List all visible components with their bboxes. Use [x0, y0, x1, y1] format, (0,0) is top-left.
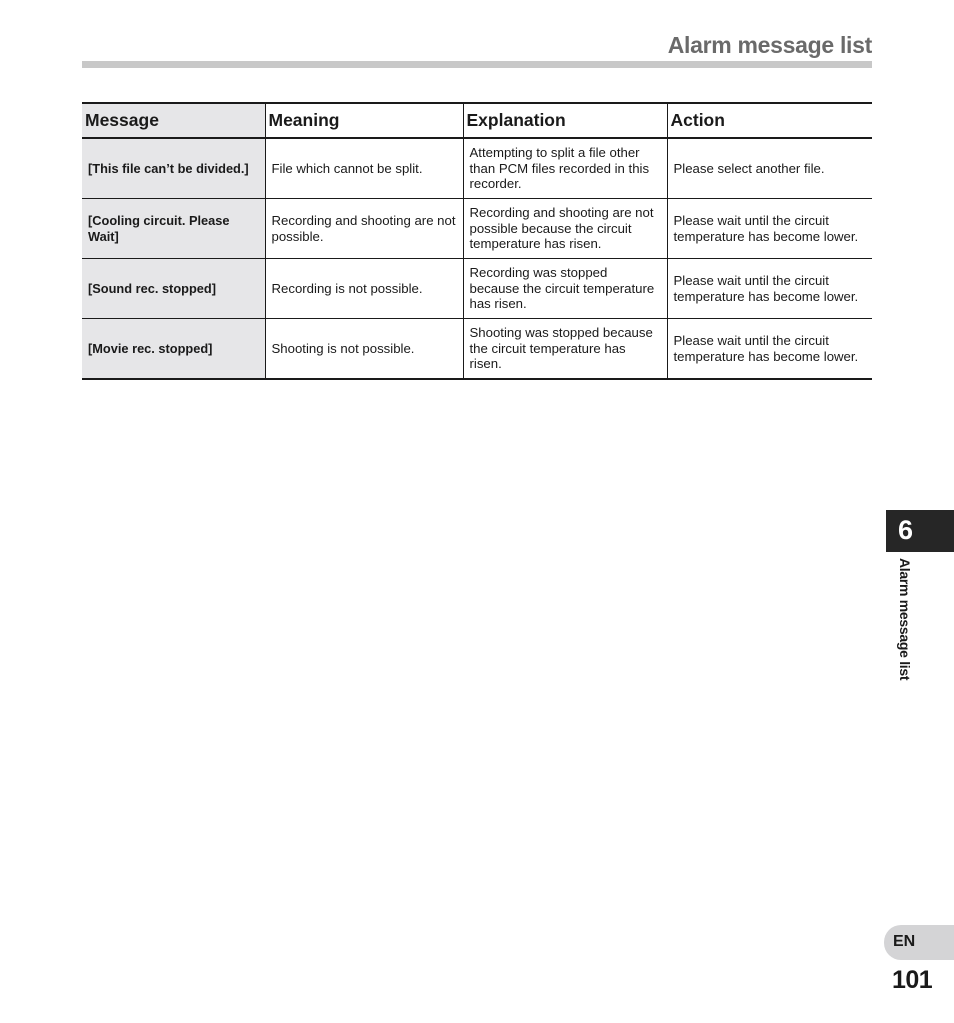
meaning-cell: Recording is not possible.: [265, 259, 463, 319]
action-cell: Please wait until the circuit temperature has become lower.: [667, 199, 872, 259]
language-label: EN: [893, 933, 916, 950]
message-cell: [Cooling circuit. Please Wait]: [82, 199, 265, 259]
page-title: Alarm message list: [667, 32, 872, 58]
chapter-side-label: Alarm message list: [897, 558, 913, 681]
table-row: [82, 319, 872, 380]
page-number: 101: [892, 966, 933, 994]
alarm-message-table: [82, 102, 872, 380]
title-rule: [82, 61, 872, 68]
explanation-cell: Attempting to split a file other than PCM files recorded in this recorder.: [463, 138, 667, 199]
action-cell: Please select another file.: [667, 138, 872, 199]
column-header-meaning: Meaning: [265, 103, 463, 138]
meaning-cell: Recording and shooting are not possible.: [265, 199, 463, 259]
chapter-number: 6: [898, 515, 914, 545]
meaning-cell: Shooting is not possible.: [265, 319, 463, 380]
meaning-cell: File which cannot be split.: [265, 138, 463, 199]
table-row: [82, 138, 872, 199]
table-row: [82, 259, 872, 319]
message-cell: [Movie rec. stopped]: [82, 319, 265, 380]
column-header-explanation: Explanation: [463, 103, 667, 138]
explanation-cell: Recording and shooting are not possible because the circuit temperature has risen.: [463, 199, 667, 259]
action-cell: Please wait until the circuit temperature has become lower.: [667, 319, 872, 380]
message-cell: [Sound rec. stopped]: [82, 259, 265, 319]
column-header-action: Action: [667, 103, 872, 138]
language-tab: [884, 925, 954, 960]
explanation-cell: Shooting was stopped because the circuit temperature has risen.: [463, 319, 667, 380]
explanation-cell: Recording was stopped because the circuit temperature has risen.: [463, 259, 667, 319]
message-cell: [This file can’t be divided.]: [82, 138, 265, 199]
table-row: [82, 199, 872, 259]
table-header-row: [82, 103, 872, 138]
column-header-message: Message: [82, 103, 265, 138]
chapter-tab: [886, 510, 954, 552]
action-cell: Please wait until the circuit temperature has become lower.: [667, 259, 872, 319]
